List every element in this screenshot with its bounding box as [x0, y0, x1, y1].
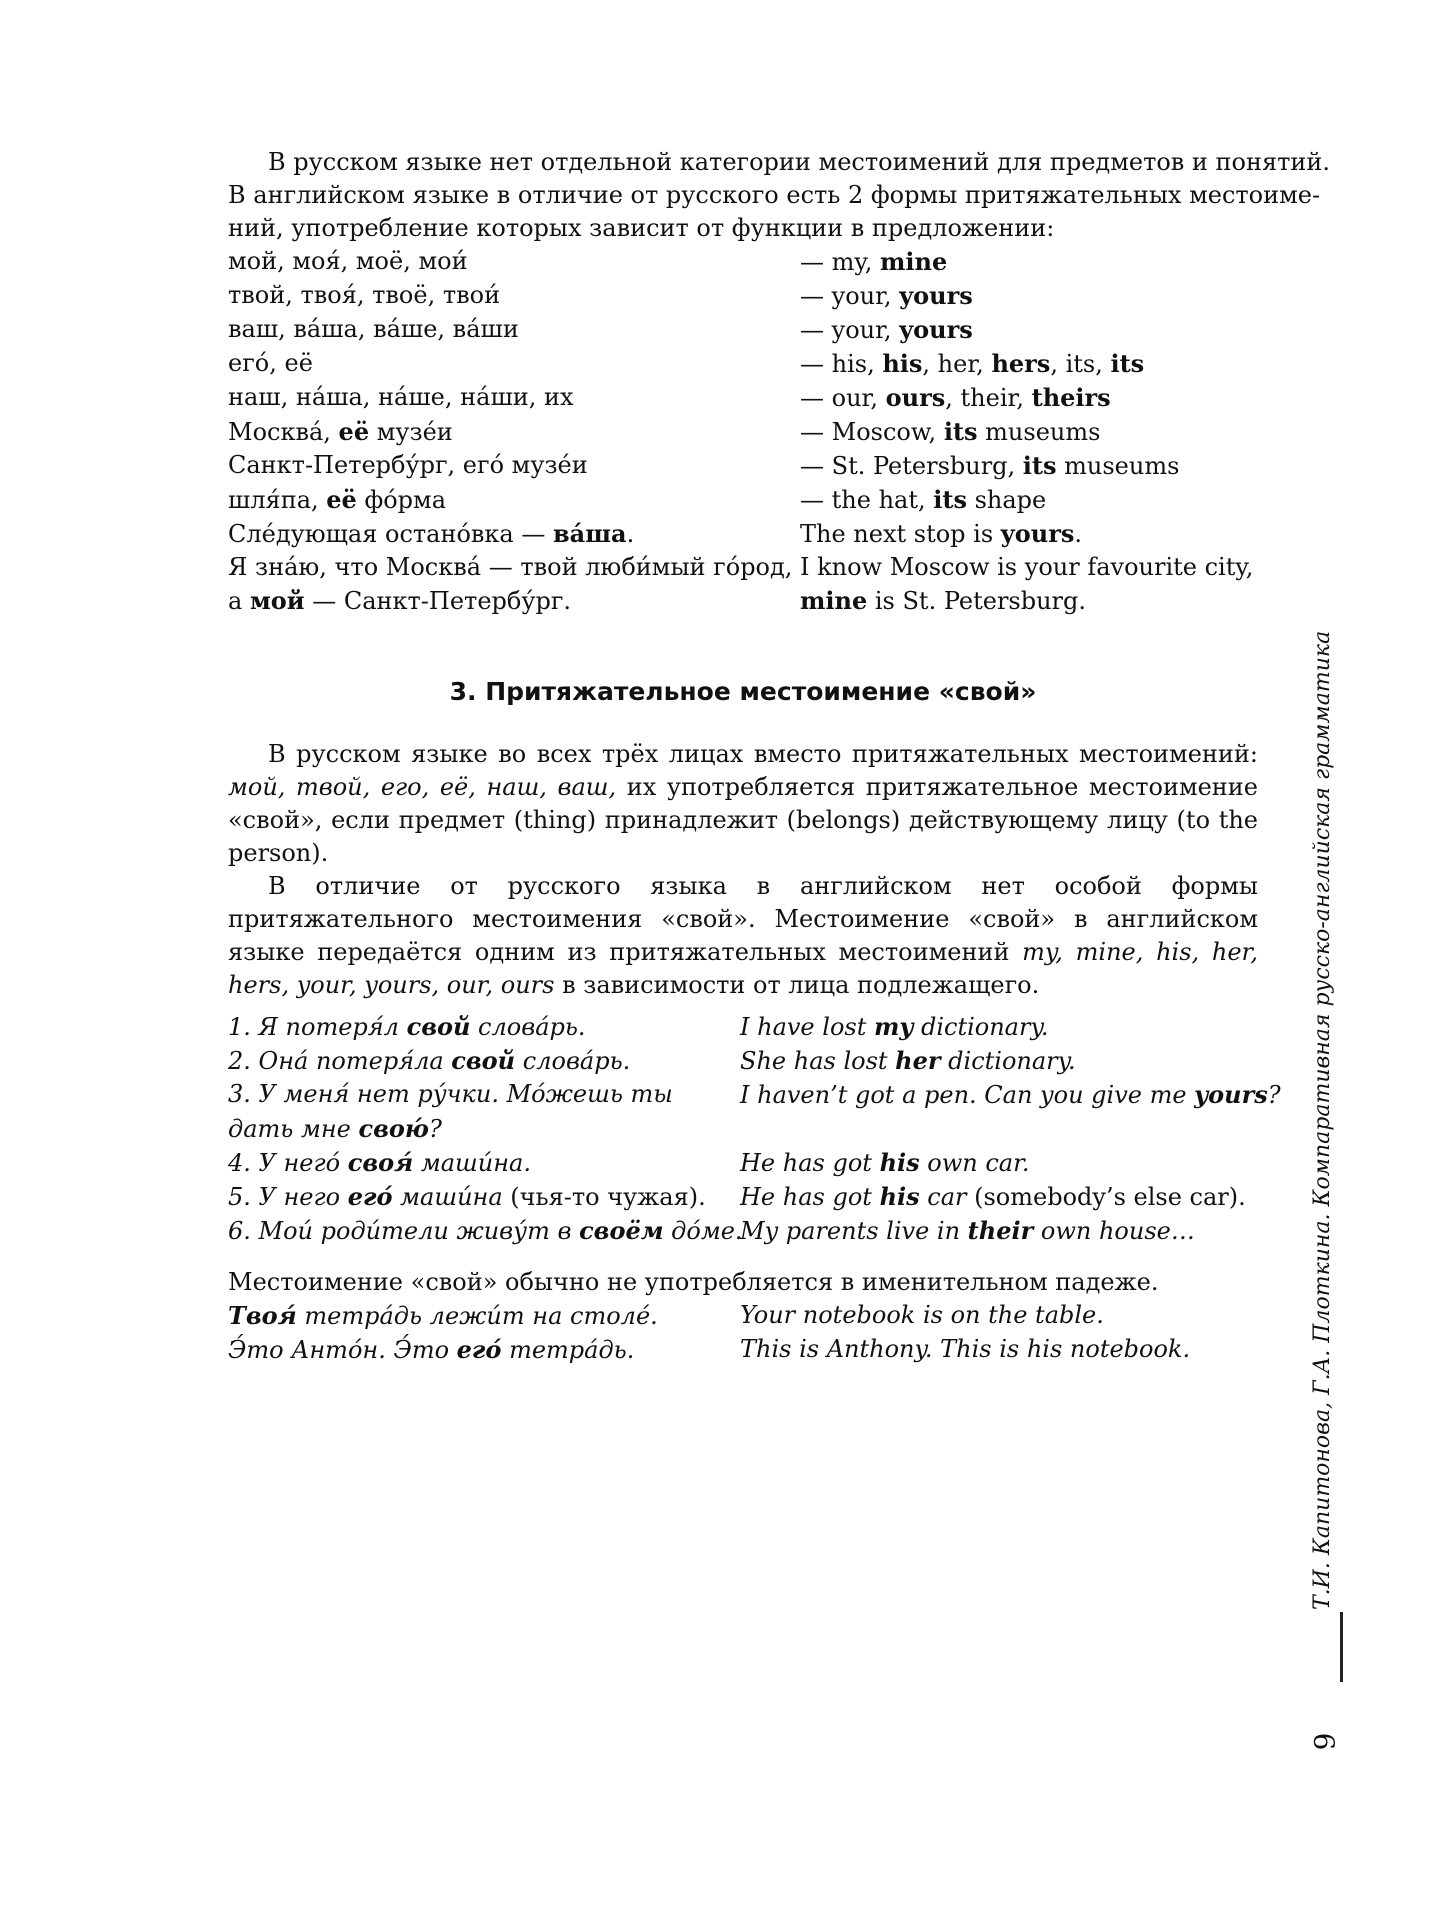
table-cell-ru: [228, 381, 800, 415]
text-run: mine: [880, 247, 948, 276]
note-ru: [228, 1333, 740, 1367]
intro-paragraph: [228, 146, 1331, 245]
text-run: В отличие от русского языка в английском нет особой формы притяжательного местоимения «свой». Местоимение «свой» в английском языке передаётся одним из притяжательных местоимений: [228, 872, 1258, 966]
table-cell-en: [800, 381, 1258, 415]
text-run: — our,: [800, 384, 886, 412]
text-run: в зависимости от лица подлежащего.: [554, 971, 1040, 999]
example-ru: [228, 1214, 743, 1248]
intro-line: В английском языке в отличие от русского есть 2 формы притяжательных местоиме-: [228, 181, 1321, 209]
text-run: Your notebook is on the table.: [740, 1301, 1104, 1329]
text-run: This is Anthony. This is his notebook.: [740, 1335, 1191, 1363]
text-run: Санкт-Петербу́рг, его́ музе́и: [228, 451, 588, 479]
text-run: ours: [885, 383, 946, 412]
text-run: — his,: [800, 350, 883, 378]
text-run: — your,: [800, 282, 900, 310]
text-run: my: [873, 1012, 914, 1041]
table-cell-en: [800, 449, 1258, 483]
text-run: 3. У меня́ нет ру́чки. Мо́жешь ты: [228, 1080, 673, 1108]
text-run: — your,: [800, 316, 900, 344]
text-run: his: [882, 349, 923, 378]
example-en: [740, 1044, 1281, 1078]
example-en: [740, 1146, 1281, 1180]
text-run: yours: [1000, 519, 1075, 548]
text-run: My parents live in: [740, 1217, 968, 1245]
text-run: dictionary.: [940, 1047, 1076, 1075]
table-cell-en: [800, 347, 1258, 381]
text-run: свой: [406, 1012, 471, 1041]
text-run: 6. Мои́ роди́тели живу́т в: [228, 1217, 580, 1245]
table-cell-ru: [228, 449, 800, 483]
example-en: [740, 1214, 1281, 1248]
text-run: , her,: [922, 350, 992, 378]
text-run: is St. Petersburg.: [867, 587, 1087, 615]
example-ru: [228, 1180, 740, 1214]
text-run: мой: [249, 586, 305, 615]
table-cell-ru: [228, 245, 800, 279]
text-run: их употребляется притяжательное местоимение «свой», если предмет (thing) принадлежит (belongs) действующему лицу (to the person).: [228, 773, 1259, 867]
page-number: [1305, 1725, 1345, 1761]
text-run: тетра́дь.: [501, 1336, 635, 1364]
section-body: [228, 738, 1281, 1367]
text-run: — Moscow,: [800, 418, 944, 446]
text-run: ваш, ва́ша, ва́ше, ва́ши: [228, 315, 519, 343]
text-run: shape: [966, 486, 1047, 514]
text-run: (somebody’s else car).: [966, 1183, 1246, 1211]
table-cell-en: [800, 483, 1258, 517]
text-run: а: [228, 587, 250, 615]
example-en: [740, 1078, 1281, 1112]
text-run: dictionary.: [913, 1013, 1049, 1041]
sidebar-divider: [1340, 1612, 1343, 1682]
text-run: own car.: [919, 1149, 1030, 1177]
text-run: фо́рма: [356, 486, 447, 514]
text-run: — my,: [800, 248, 881, 276]
text-run: музе́и: [369, 418, 453, 446]
text-run: Э́то Анто́н. Э́то: [228, 1336, 457, 1364]
text-run: мой, твой, его, её, наш, ваш,: [228, 773, 617, 801]
text-run: He has got: [740, 1183, 880, 1211]
text-run: .: [1074, 520, 1082, 548]
text-run: его́: [456, 1335, 502, 1364]
text-run: his: [879, 1148, 920, 1177]
table-cell-ru: [228, 347, 800, 381]
note-block: [228, 1266, 1258, 1367]
text-run: her: [895, 1046, 941, 1075]
text-run: твой, твоя́, твоё, твои́: [228, 281, 501, 309]
text-run: Я зна́ю, что Москва́ — твой люби́мый го́род,: [228, 553, 793, 581]
table-cell-en: [800, 279, 1258, 313]
text-run: мой, моя́, моё, мои́: [228, 247, 468, 275]
table-cell-en: [800, 551, 1258, 584]
text-run: Москва́,: [228, 418, 339, 446]
running-head-sidebar: [1303, 630, 1343, 1610]
table-cell-ru: [228, 415, 800, 449]
text-run: museums: [1056, 452, 1180, 480]
text-run: ?: [428, 1115, 442, 1143]
text-run: The next stop is: [800, 520, 1001, 548]
note-en: [740, 1299, 1258, 1333]
text-run: yours: [899, 281, 973, 310]
example-ru: [228, 1146, 740, 1180]
table-cell-en: [800, 517, 1258, 551]
text-run: my, mine, his, her, hers, your, yours, our, ours: [228, 938, 1258, 999]
text-run: дать мне: [228, 1115, 359, 1143]
pronoun-table: [228, 245, 1258, 618]
table-cell-ru: [228, 483, 800, 517]
example-en: [740, 1112, 1281, 1146]
text-run: their: [967, 1216, 1034, 1245]
text-run: its: [1022, 451, 1057, 480]
text-run: наш, на́ша, на́ше, на́ши, их: [228, 383, 574, 411]
text-run: .: [626, 520, 635, 548]
text-run: Сле́дующая остано́вка —: [228, 520, 553, 548]
text-run: свой: [451, 1046, 516, 1075]
table-cell-en: [800, 584, 1258, 618]
text-run: its: [943, 417, 978, 446]
text-run: 5. У него: [228, 1183, 348, 1211]
text-run: тетра́дь лежи́т на столе́.: [296, 1302, 658, 1330]
examples-table: [228, 1010, 1281, 1248]
table-cell-ru: [228, 584, 800, 618]
text-run: своя́: [347, 1148, 414, 1177]
example-ru: [228, 1010, 740, 1044]
text-run: museums: [977, 418, 1101, 446]
table-cell-ru: [228, 517, 800, 551]
text-run: ва́ша: [553, 519, 627, 548]
table-cell-ru: [228, 313, 800, 347]
text-run: He has got: [740, 1149, 880, 1177]
example-en: [740, 1010, 1281, 1044]
text-run: маши́на.: [413, 1149, 531, 1177]
text-run: его́: [347, 1182, 393, 1211]
text-run: шля́па,: [228, 486, 327, 514]
note-text: Местоимение «свой» обычно не употребляется в именительном падеже.: [228, 1268, 1159, 1296]
text-run: yours: [1194, 1080, 1268, 1109]
text-run: — the hat,: [800, 486, 934, 514]
intro-line: ний, употребление которых зависит от функции в предложении:: [228, 214, 1055, 242]
table-cell-en: [800, 313, 1258, 347]
paragraph: [228, 870, 1258, 1002]
text-run: , their,: [945, 384, 1032, 412]
text-run: слова́рь.: [470, 1013, 586, 1041]
section-paragraphs: [228, 738, 1258, 1002]
text-run: own house…: [1033, 1217, 1195, 1245]
table-cell-ru: [228, 279, 800, 313]
paragraph: [228, 738, 1258, 870]
table-cell-en: [800, 245, 1258, 279]
text-run: маши́на: [392, 1183, 503, 1211]
text-run: её: [338, 417, 370, 446]
text-run: (чья-то чужая).: [502, 1183, 706, 1211]
text-run: She has lost: [740, 1047, 896, 1075]
text-run: I have lost: [740, 1013, 874, 1041]
text-run: её: [326, 485, 357, 514]
text-run: Твоя́: [228, 1301, 297, 1330]
table-cell-ru: [228, 551, 800, 584]
text-run: — St. Petersburg,: [800, 452, 1023, 480]
intro-block: [228, 146, 1331, 618]
text-run: hers: [991, 349, 1051, 378]
text-run: I haven’t got a pen. Can you give me: [740, 1081, 1195, 1109]
section-heading: 3. Притяжательное местоимение «свой»: [449, 677, 1037, 706]
text-run: его́, её: [228, 349, 313, 377]
table-cell-en: [800, 415, 1258, 449]
text-run: ?: [1267, 1081, 1281, 1109]
running-head-text: Т.И. Капитонова, Г.А. Плоткина. Компаративная русско-английская грамматика: [1310, 630, 1335, 1610]
text-run: 4. У него́: [228, 1149, 348, 1177]
text-run: car: [919, 1183, 967, 1211]
text-run: theirs: [1031, 383, 1111, 412]
intro-line: В русском языке нет отдельной категории местоимений для предметов и понятий.: [268, 148, 1331, 176]
example-en: [740, 1180, 1281, 1214]
text-run: свою́: [358, 1114, 429, 1143]
text-run: his: [879, 1182, 920, 1211]
note-examples: [228, 1299, 1258, 1367]
text-run: yours: [899, 315, 973, 344]
note-ru: [228, 1299, 740, 1333]
example-ru: [228, 1078, 740, 1112]
note-en: [740, 1333, 1258, 1367]
text-run: 2. Она́ потеря́ла: [228, 1047, 452, 1075]
text-run: , its,: [1050, 350, 1111, 378]
text-run: I know Moscow is your favourite city,: [800, 553, 1254, 581]
text-run: до́ме.: [663, 1217, 743, 1245]
text-run: its: [1110, 349, 1145, 378]
text-run: слова́рь.: [515, 1047, 631, 1075]
text-run: mine: [800, 586, 868, 615]
text-run: своём: [579, 1216, 664, 1245]
example-ru: [228, 1044, 740, 1078]
page-number-text: 9: [1308, 1732, 1342, 1751]
text-run: В русском языке во всех трёх лицах вместо притяжательных местоимений:: [268, 740, 1258, 768]
text-run: its: [933, 485, 967, 514]
text-run: — Санкт-Петербу́рг.: [304, 587, 572, 615]
example-ru: [228, 1112, 740, 1146]
text-run: 1. Я потеря́л: [228, 1013, 407, 1041]
